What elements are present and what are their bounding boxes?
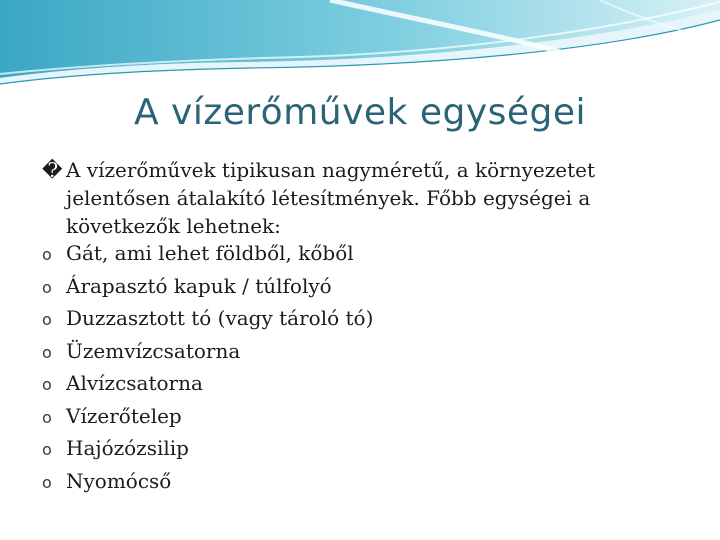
list-item <box>42 238 373 271</box>
intro-line: következők lehetnek: <box>66 214 281 238</box>
list-item <box>42 466 373 499</box>
bullet-marker: o <box>42 440 52 459</box>
page-title: A vízerőművek egységei <box>133 92 587 133</box>
list-item-text: Vízerőtelep <box>66 403 182 428</box>
list-item <box>42 433 373 466</box>
header-wave-decoration <box>0 0 720 90</box>
bullet-marker: o <box>42 245 52 264</box>
intro-paragraph <box>42 156 642 240</box>
list-item-text: Gát, ami lehet földből, kőből <box>66 241 354 265</box>
intro-line: jelentősen átalakító létesítmények. Főbb egységei a <box>66 186 591 210</box>
list-item-text: Alvízcsatorna <box>66 371 203 395</box>
intro-line: A vízerőművek tipikusan nagyméretű, a környezetet <box>66 158 596 182</box>
bullet-marker: o <box>42 342 52 362</box>
unit-list <box>42 238 373 498</box>
bullet-marker: o <box>42 277 52 297</box>
list-item <box>42 401 373 434</box>
list-item <box>42 303 373 336</box>
list-item-text: Duzzasztott tó (vagy tároló tó) <box>66 306 374 330</box>
bullet-marker: o <box>42 310 52 329</box>
list-item-text: Nyomócső <box>66 468 172 493</box>
bullet-marker: o <box>42 375 52 394</box>
bullet-marker: o <box>42 407 52 427</box>
bullet-marker: o <box>42 472 52 492</box>
list-item-text: Üzemvízcsatorna <box>66 338 241 363</box>
list-item <box>42 271 373 304</box>
list-item <box>42 368 373 401</box>
list-item <box>42 336 373 369</box>
missing-glyph-icon: � <box>42 158 63 182</box>
list-item-text: Hajózózsilip <box>66 436 189 460</box>
list-item-text: Árapasztó kapuk / túlfolyó <box>66 273 332 298</box>
